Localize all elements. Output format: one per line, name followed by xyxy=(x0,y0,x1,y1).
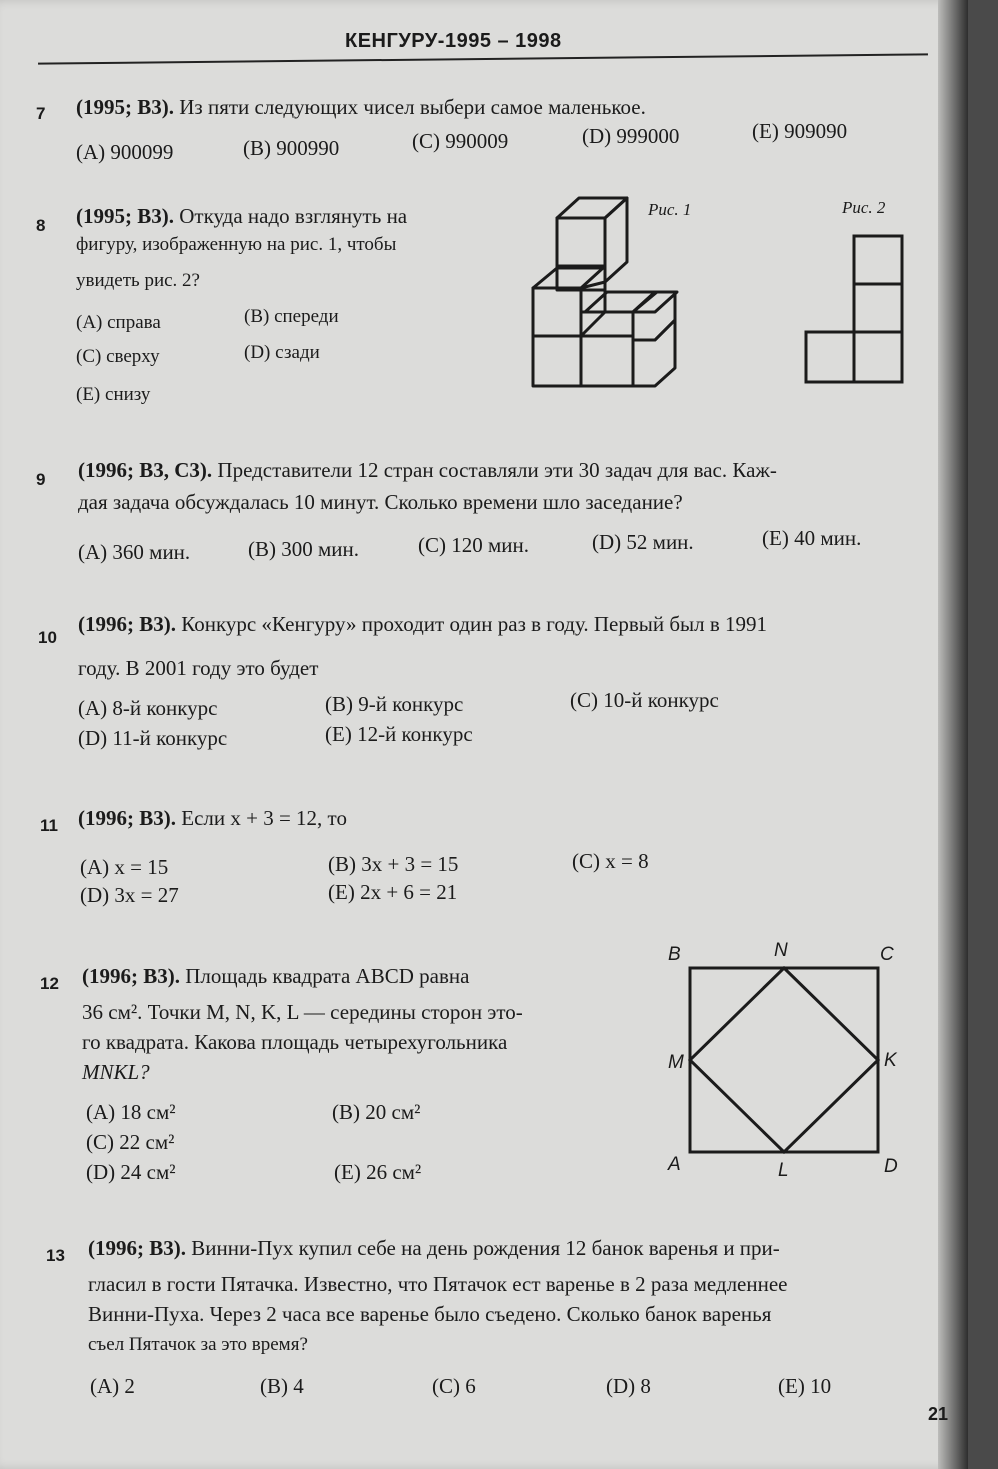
problem-8-option-b: (B) спереди xyxy=(244,306,339,327)
header-rule xyxy=(38,53,928,64)
problem-8-number: 8 xyxy=(36,216,46,235)
problem-13-source: (1996; B3). xyxy=(88,1236,186,1260)
page-number: 21 xyxy=(928,1404,949,1424)
problem-12-line-1 xyxy=(82,964,469,989)
point-d-label: D xyxy=(884,1156,898,1177)
problem-7-source: (1995; B3). xyxy=(76,95,174,119)
problem-12-line-4: MNKL? xyxy=(82,1060,150,1084)
problem-12-line-1-text: Площадь квадрата ABCD равна xyxy=(185,964,470,988)
problem-11-option-e: (E) 2x + 6 = 21 xyxy=(328,880,458,904)
problem-10-option-e: (E) 12-й конкурс xyxy=(325,722,473,746)
problem-10-option-c: (C) 10-й конкурс xyxy=(570,688,719,712)
problem-12-number: 12 xyxy=(40,974,59,993)
problem-12-option-a: (A) 18 см² xyxy=(86,1100,176,1124)
problem-11-option-b: (B) 3x + 3 = 15 xyxy=(328,852,459,876)
page-edge xyxy=(938,0,968,1469)
problem-11-source: (1996; B3). xyxy=(78,806,176,830)
problem-8-line-2: фигуру, изображенную на рис. 1, чтобы xyxy=(76,234,397,255)
problem-11-option-c: (C) x = 8 xyxy=(572,849,649,873)
problem-9-source: (1996; B3, C3). xyxy=(78,458,213,482)
problem-7-option-c: (C) 990009 xyxy=(412,129,509,153)
problem-13-number: 13 xyxy=(46,1246,65,1265)
problem-9-line-1 xyxy=(78,458,777,483)
problem-10-line-2: году. В 2001 году это будет xyxy=(78,656,319,680)
problem-13-option-a: (A) 2 xyxy=(90,1374,135,1398)
problem-8-line-1-text: Откуда надо взглянуть на xyxy=(179,204,408,228)
point-k-label: K xyxy=(884,1050,897,1071)
problem-7-question: Из пяти следующих чисел выбери самое маленькое. xyxy=(179,95,646,119)
problem-12-option-d: (D) 24 см² xyxy=(86,1160,176,1184)
figure-2-side-view xyxy=(800,232,910,388)
problem-12-option-e: (E) 26 см² xyxy=(334,1160,422,1184)
problem-11-text: Если x + 3 = 12, то xyxy=(181,806,347,830)
problem-12-source: (1996; B3). xyxy=(82,964,180,988)
problem-10-source: (1996; B3). xyxy=(78,612,176,636)
problem-11-number: 11 xyxy=(40,816,58,835)
problem-13-line-3: Винни-Пуха. Через 2 часа все варенье было съедено. Сколько банок варенья xyxy=(88,1302,772,1326)
problem-10-option-b: (B) 9-й конкурс xyxy=(325,692,464,716)
problem-9-number: 9 xyxy=(36,470,46,489)
problem-10-option-d: (D) 11-й конкурс xyxy=(78,726,228,750)
problem-9-option-d: (D) 52 мин. xyxy=(592,530,694,554)
square-abcd-figure xyxy=(688,966,882,1156)
problem-8-option-e: (E) снизу xyxy=(76,384,151,405)
problem-13-option-c: (C) 6 xyxy=(432,1374,476,1398)
problem-13-line-4: съел Пятачок за это время? xyxy=(88,1334,308,1355)
problem-9-option-e: (E) 40 мин. xyxy=(762,526,862,550)
square-abcd xyxy=(690,968,878,1152)
problem-8-source: (1995; B3). xyxy=(76,204,174,228)
problem-9-option-a: (A) 360 мин. xyxy=(78,540,191,564)
problem-13-option-e: (E) 10 xyxy=(778,1374,832,1398)
problem-11-line xyxy=(78,806,347,831)
problem-10-option-a: (A) 8-й конкурс xyxy=(78,696,218,720)
problem-8-line-3: увидеть рис. 2? xyxy=(76,270,200,291)
problem-7-option-a: (A) 900099 xyxy=(76,140,174,164)
problem-10-number: 10 xyxy=(38,628,57,647)
problem-9-option-b: (B) 300 мин. xyxy=(248,537,360,561)
quadrilateral-mnkl xyxy=(690,968,878,1152)
problem-7-option-e: (E) 909090 xyxy=(752,119,848,143)
problem-12-line-3: го квадрата. Какова площадь четырехугольника xyxy=(82,1030,508,1054)
point-b-label: B xyxy=(668,944,681,965)
figure-1-cube-stack xyxy=(525,190,695,400)
problem-7-option-d: (D) 999000 xyxy=(582,124,680,148)
figure-2-label: Рис. 2 xyxy=(842,198,886,217)
problem-8-line-1 xyxy=(76,204,407,229)
problem-8-option-c: (C) сверху xyxy=(76,346,160,367)
problem-7-number: 7 xyxy=(36,104,46,123)
point-c-label: C xyxy=(880,944,894,965)
problem-11-option-d: (D) 3x = 27 xyxy=(80,883,179,907)
point-l-label: L xyxy=(778,1160,789,1181)
problem-13-option-b: (B) 4 xyxy=(260,1374,304,1398)
problem-12-line-2: 36 см². Точки M, N, K, L — середины сторон это- xyxy=(82,1000,523,1024)
problem-7-option-b: (B) 900990 xyxy=(243,136,340,160)
problem-9-line-2: дая задача обсуждалась 10 минут. Сколько времени шло заседание? xyxy=(78,490,683,514)
problem-13-line-1 xyxy=(88,1236,780,1261)
problem-8-option-a: (A) справа xyxy=(76,312,161,333)
page-header: КЕНГУРУ-1995 – 1998 xyxy=(345,30,562,52)
problem-9-option-c: (C) 120 мин. xyxy=(418,533,530,557)
figure-1-label: Рис. 1 xyxy=(648,200,692,219)
problem-10-line-1 xyxy=(78,612,767,637)
problem-7-text xyxy=(76,95,646,120)
problem-8-option-d: (D) сзади xyxy=(244,342,320,363)
problem-12-option-c: (C) 22 см² xyxy=(86,1130,175,1154)
problem-9-line-1-text: Представители 12 стран составляли эти 30 задач для вас. Каж- xyxy=(217,458,777,482)
point-m-label: M xyxy=(668,1052,684,1073)
problem-13-line-2: гласил в гости Пятачка. Известно, что Пятачок ест варенье в 2 раза медленнее xyxy=(88,1272,788,1296)
point-a-label: A xyxy=(668,1154,681,1175)
problem-13-line-1-text: Винни-Пух купил себе на день рождения 12 банок варенья и при- xyxy=(191,1236,780,1260)
point-n-label: N xyxy=(774,940,788,961)
problem-11-option-a: (A) x = 15 xyxy=(80,855,169,879)
problem-10-line-1-text: Конкурс «Кенгуру» проходит один раз в году. Первый был в 1991 xyxy=(181,612,768,636)
problem-13-option-d: (D) 8 xyxy=(606,1374,651,1398)
problem-12-option-b: (B) 20 см² xyxy=(332,1100,421,1124)
